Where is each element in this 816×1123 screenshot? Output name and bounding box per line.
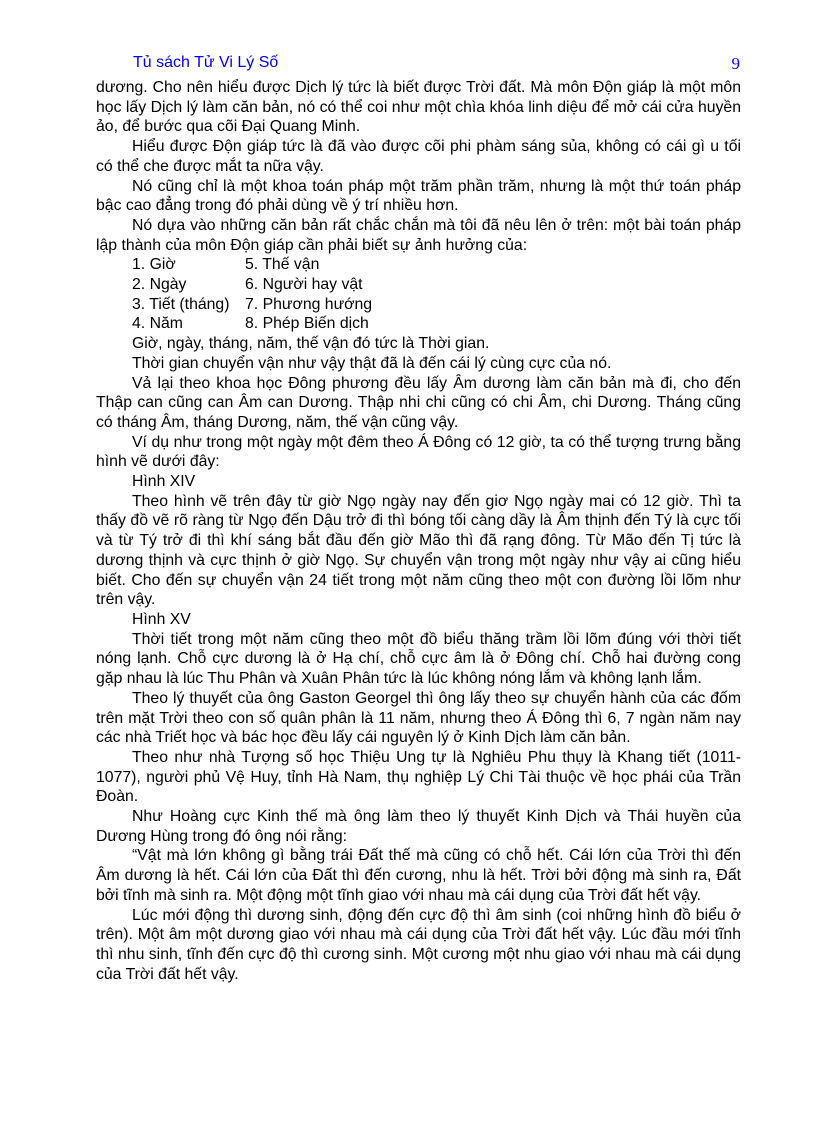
factor-right: 7. Phương hướng bbox=[245, 295, 373, 313]
paragraph-group-b bbox=[96, 334, 741, 984]
paragraph: “Vật mà lớn không gì bằng trái Đất thế mà cũng có chỗ hết. Cái lớn của Trời thì đến Âm dương là hết. Cái lớn của Đất thì đến cương, nhu là hết. Trời bởi động mà sinh ra, Đất bởi tĩnh mà sinh ra. Một động một tĩnh giao với nhau mà cái dụng của Trời đất hết vậy. bbox=[96, 847, 741, 904]
factor-left: 2. Ngày bbox=[132, 276, 187, 294]
paragraph: Hình XIV bbox=[132, 473, 196, 491]
paragraph: Vả lại theo khoa học Đông phương đều lấy Âm dương làm căn bản mà đi, cho đến Thập can cũng can Âm can Dương. Thập nhi chi cũng có chi Âm, chi Dương. Tháng cũng có tháng Âm, tháng Dương, năm, thế vận cũng vậy. bbox=[96, 374, 741, 431]
paragraph: Lúc mới động thì dương sinh, động đến cực độ thì âm sinh (coi những hình đồ biểu ở trên). Một âm một dương giao với nhau mà cái dụng của Trời đất hết vậy. Lúc đầu mới tĩnh thì nhu sinh, tĩnh đến cực độ thì cương sinh. Một cương một nhu giao với nhau mà cái dụng của Trời đất hết vậy. bbox=[96, 906, 741, 983]
paragraph: Theo lý thuyết của ông Gaston Georgel thì ông lấy theo sự chuyển hành của các đốm trên mặt Trời theo con số quân phân là 11 năm, nhưng theo Á Đông thì 6, 7 ngàn năm nay các nhà Triết học và bác học đều lấy cái nguyên lý ở Kinh Dịch làm căn bản. bbox=[96, 689, 741, 747]
page-number: 9 bbox=[731, 54, 740, 73]
paragraph: Hiểu được Độn giáp tức là đã vào được cõi phi phàm sáng sủa, không có cái gì u tối có thể che được mắt ta nữa vậy. bbox=[96, 138, 741, 175]
factor-left: 1. Giờ bbox=[132, 256, 176, 274]
factor-list bbox=[96, 255, 741, 334]
list-item bbox=[132, 295, 741, 315]
list-item bbox=[132, 314, 741, 334]
paragraph: Nó dựa vào những căn bản rất chắc chắn mà tôi đã nêu lên ở trên: một bài toán pháp lập thành của môn Độn giáp cần phải biết sự ảnh hưởng của: bbox=[96, 216, 741, 254]
factor-right: 6. Người hay vật bbox=[245, 276, 363, 294]
factor-left: 3. Tiết (tháng) bbox=[132, 295, 230, 313]
paragraph: Theo hình vẽ trên đây từ giờ Ngọ ngày nay đến giơ Ngọ ngày mai có 12 giờ. Thì ta thấy đồ vẽ rõ ràng từ Ngọ đến Dậu trở đi thì bóng tối càng dầy là Âm thịnh đến Tý là cực tối và từ Tý trở đi thì khí sáng bắt đầu đến giờ Mão thì đã rạng đông. Từ Mão đến Tị tức là dương thịnh và cực thịnh ở giờ Ngọ. Sự chuyển vận trong một ngày như vậy ai cũng hiểu biết. Cho đến sự chuyển vận 24 tiết trong một năm cũng theo một con đường lồi lõm như trên vậy. bbox=[96, 492, 741, 609]
paragraph: Như Hoàng cực Kinh thế mà ông làm theo lý thuyết Kinh Dịch và Thái huyền của Dương Hùng trong đó ông nói rằng: bbox=[96, 808, 741, 845]
factor-right: 8. Phép Biến dịch bbox=[245, 315, 369, 333]
list-item bbox=[132, 275, 741, 295]
paragraph: Theo như nhà Tượng số học Thiệu Ung tự là Nghiêu Phu thụy là Khang tiết (1011-1077), người phủ Vệ Huy, tỉnh Hà Nam, thụ nghiệp Lý Chi Tài thuộc về học phái của Trần Đoàn. bbox=[96, 748, 741, 806]
paragraph-group-a bbox=[96, 78, 741, 255]
page-header bbox=[133, 54, 740, 78]
paragraph: Thời tiết trong một năm cũng theo một đồ biểu thăng trầm lồi lõm đúng với thời tiết nóng lạnh. Chỗ cực dương là ở Hạ chí, chỗ cực âm là ở Đông chí. Chỗ hai đường cong gặp nhau là lúc Thu Phân và Xuân Phân tức là lúc không nóng lắm và không lạnh lắm. bbox=[96, 630, 741, 688]
paragraph: dương. Cho nên hiểu được Dịch lý tức là biết được Trời đất. Mà môn Độn giáp là một môn học lấy Dịch lý làm căn bản, nó có thể coi như một chìa khóa linh diệu để mở cái cửa huyền ảo, để bước qua cõi Đại Quang Minh. bbox=[96, 79, 741, 136]
body-text bbox=[96, 78, 741, 984]
factor-left: 4. Năm bbox=[132, 315, 183, 333]
paragraph: Ví dụ như trong một ngày một đêm theo Á Đông có 12 giờ, ta có thể tượng trưng bằng hình vẽ dưới đây: bbox=[96, 433, 741, 471]
paragraph: Thời gian chuyển vận như vậy thật đã là đến cái lý cùng cực của nó. bbox=[132, 354, 612, 372]
paragraph: Nó cũng chỉ là một khoa toán pháp một trăm phần trăm, nhưng là một thứ toán pháp bậc cao đẳng trong đó phải dùng về ý trí nhiều hơn. bbox=[96, 177, 741, 215]
list-item bbox=[132, 255, 741, 275]
paragraph: Hình XV bbox=[132, 610, 191, 628]
factor-right: 5. Thế vận bbox=[245, 256, 320, 274]
header-title: Tủ sách Tử Vi Lý Số bbox=[133, 54, 279, 71]
paragraph: Giờ, ngày, tháng, năm, thế vận đó tức là Thời gian. bbox=[132, 335, 490, 353]
